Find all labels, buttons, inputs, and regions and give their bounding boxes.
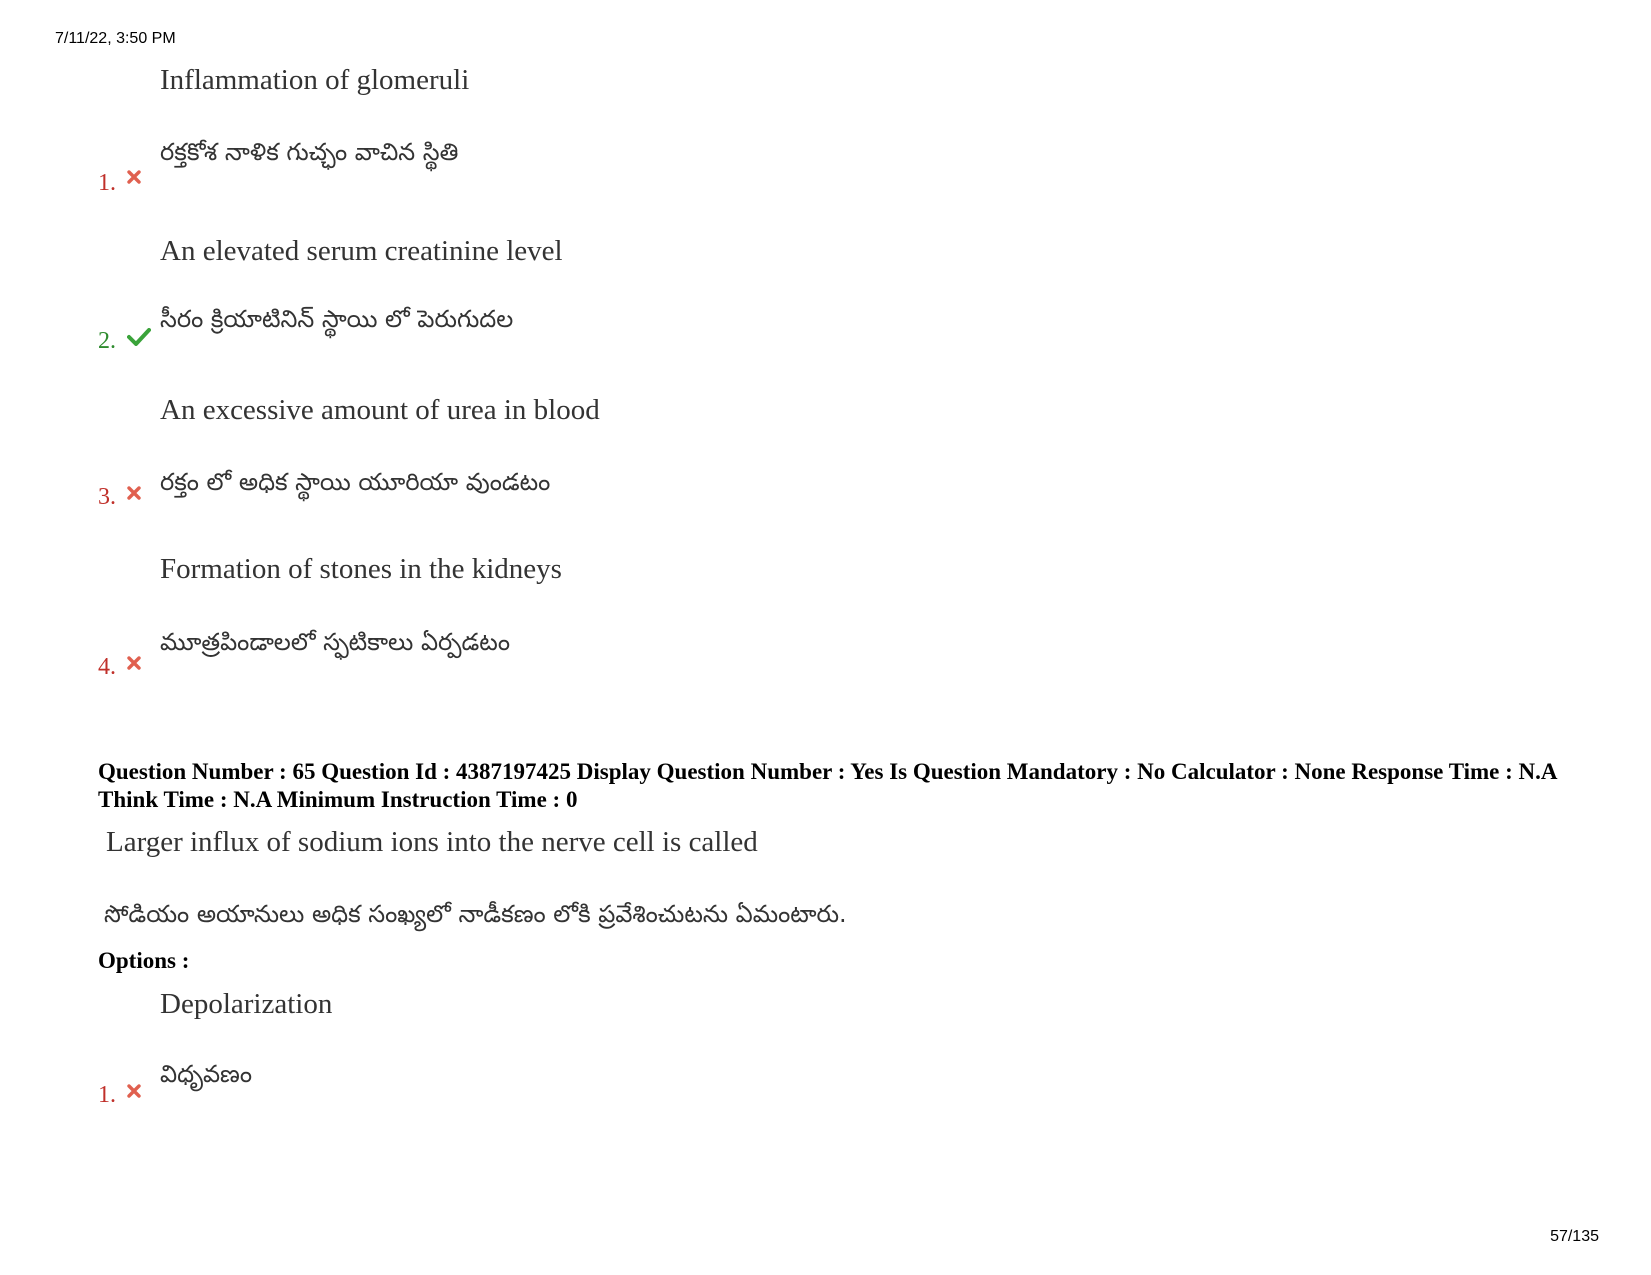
question-text-telugu: సోడియం అయానులు అధిక సంఖ్యలో నాడీకణం లోకి ప్రవేశించుటను ఏమంటారు. [104, 900, 847, 928]
option-3-number: 3. [98, 484, 116, 510]
option-3-telugu: రక్తం లో అధిక స్థాయి యూరియా వుండటం [160, 468, 551, 496]
option-3-english: An excessive amount of urea in blood [160, 394, 600, 426]
cross-icon [127, 656, 141, 675]
option-4-number: 4. [98, 654, 116, 680]
option-2-english: An elevated serum creatinine level [160, 235, 563, 267]
option-4-telugu: మూత్రపిండాలలో స్ఫటికాలు ఏర్పడటం [160, 628, 510, 656]
cross-icon [127, 1084, 141, 1103]
check-icon [127, 328, 151, 351]
cross-icon [127, 486, 141, 505]
option-2-number: 2. [98, 328, 116, 354]
option-1-english: Inflammation of glomeruli [160, 64, 470, 96]
question-text-english: Larger influx of sodium ions into the nerve cell is called [106, 826, 758, 858]
cross-icon [127, 170, 141, 189]
option-1-number: 1. [98, 170, 116, 196]
q65-option-1-telugu: విధృవణం [160, 1060, 253, 1088]
q65-option-1-english: Depolarization [160, 988, 333, 1020]
options-label: Options : [98, 948, 190, 973]
page-number: 57/135 [1550, 1228, 1599, 1245]
option-2-telugu: సీరం క్రియాటినిన్ స్థాయి లో పెరుగుదల [160, 305, 514, 333]
print-timestamp: 7/11/22, 3:50 PM [55, 30, 176, 47]
option-1-telugu: రక్తకోశ నాళిక గుచ్ఛం వాచిన స్థితి [160, 138, 459, 166]
question-meta: Question Number : 65 Question Id : 4387197425 Display Question Number : Yes Is Question Mandatory : No Calculator : None Response Time : N.A Think Time : N.A Minimum Instruction Time : 0 [98, 759, 1557, 812]
option-4-english: Formation of stones in the kidneys [160, 553, 562, 585]
q65-option-1-number: 1. [98, 1082, 116, 1108]
